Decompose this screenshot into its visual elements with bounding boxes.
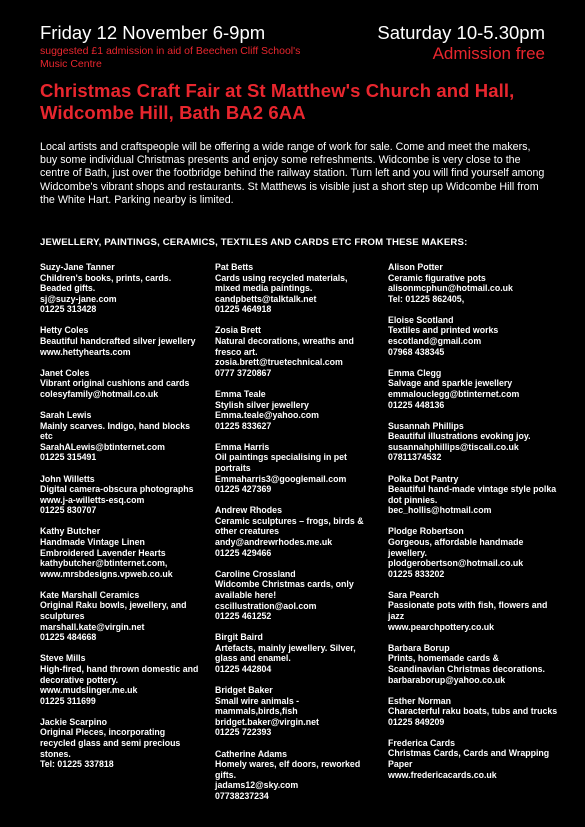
makers-column-1 xyxy=(40,262,200,780)
maker-detail: plodgerobertson@hotmail.co.uk xyxy=(388,558,524,569)
maker-detail: Prints, homemade cards & Scandinavian Christmas decorations. xyxy=(388,653,545,674)
maker-detail: 01225 722393 xyxy=(215,727,272,738)
maker-entry xyxy=(215,685,375,738)
maker-detail: marshall.kate@virgin.net xyxy=(40,621,145,632)
maker-detail: candpbetts@talktalk.net xyxy=(215,293,317,304)
maker-detail: 01225 315491 xyxy=(40,452,97,463)
maker-name: Steve Mills xyxy=(40,653,86,664)
maker-name: Emma Teale xyxy=(215,388,266,399)
maker-detail: Small wire animals - mammals,birds,fish xyxy=(215,695,300,717)
maker-detail: 01225 442804 xyxy=(215,664,272,674)
maker-entry xyxy=(388,643,558,685)
maker-entry xyxy=(215,632,375,674)
maker-detail: Tel: 01225 862405, xyxy=(388,293,465,304)
maker-name: Plodge Robertson xyxy=(388,526,464,537)
makers-heading: JEWELLERY, PAINTINGS, CERAMICS, TEXTILES AND CARDS ETC FROM THESE MAKERS: xyxy=(40,237,468,248)
maker-name: Jackie Scarpino xyxy=(40,716,107,727)
maker-entry xyxy=(388,738,558,780)
maker-detail: Beautiful handcrafted silver jewellery xyxy=(40,336,196,347)
maker-name: Bridget Baker xyxy=(215,685,273,696)
maker-detail: www.mrsbdesigns.vpweb.co.uk xyxy=(40,568,173,579)
maker-detail: 01225 830707 xyxy=(40,505,97,516)
maker-detail: Original Pieces, incorporating recycled glass and semi precious stones. xyxy=(40,727,181,759)
maker-name: Catherine Adams xyxy=(215,748,288,759)
maker-detail: 01225 833627 xyxy=(215,420,272,431)
maker-detail: 01225 429466 xyxy=(215,547,272,558)
maker-detail: zosia.brett@truetechnical.com xyxy=(215,357,343,368)
maker-detail: www.pearchpottery.co.uk xyxy=(388,621,495,632)
maker-detail: www.mudslinger.me.uk xyxy=(40,685,138,696)
maker-detail: alisonmcphun@hotmail.co.uk xyxy=(388,283,513,294)
maker-entry xyxy=(215,569,375,622)
maker-detail: 07811374532 xyxy=(388,452,442,463)
maker-detail: 01225 461252 xyxy=(215,611,272,622)
maker-name: John Willetts xyxy=(40,473,95,484)
maker-name: Alison Potter xyxy=(388,262,443,272)
maker-detail: Artefacts, mainly jewellery. Silver, glass and enamel. xyxy=(215,642,356,664)
maker-detail: www.fredericacards.co.uk xyxy=(388,769,497,780)
maker-detail: Original Raku bowls, jewellery, and sculptures xyxy=(40,600,187,622)
maker-entry xyxy=(388,262,558,304)
maker-detail: barbaraborup@yahoo.co.uk xyxy=(388,674,506,685)
maker-detail: 01225 313428 xyxy=(40,304,97,315)
maker-detail: 01225 448136 xyxy=(388,399,445,410)
makers-column-3 xyxy=(388,262,558,791)
maker-detail: Emma.teale@yahoo.com xyxy=(215,410,319,421)
maker-detail: Widcombe Christmas cards, only available here! xyxy=(215,579,354,600)
maker-detail: Textiles and printed works xyxy=(388,325,499,336)
intro-paragraph: Local artists and craftspeople will be offering a wide range of work for sale. Come and meet the makers, buy some individual Christmas presents and enjoy some refreshments. Widcombe is very close to the centre of Bath, just over the footbridge behind the railway station. Turn left and you will find yourself among Widcombe's vibrant shops and restaurants. St Matthews is visible just a short step up Widcombe Hill from the White Hart. Parking nearby is limited. xyxy=(40,141,545,206)
maker-detail: cscillustration@aol.com xyxy=(215,600,317,611)
maker-name: Sarah Lewis xyxy=(40,410,92,421)
maker-detail: Characterful raku boats, tubs and trucks xyxy=(388,706,558,717)
maker-entry xyxy=(215,505,375,558)
maker-name: Suzy-Jane Tanner xyxy=(40,262,115,272)
maker-entry xyxy=(40,368,200,400)
maker-name: Frederica Cards xyxy=(388,737,455,748)
maker-detail: susannahphillips@tiscali.co.uk xyxy=(388,441,519,452)
maker-entry xyxy=(215,389,375,431)
maker-detail: 01225 484668 xyxy=(40,632,97,643)
maker-entry xyxy=(40,717,200,770)
maker-detail: 07738237234 xyxy=(215,790,269,801)
maker-detail: Homely wares, elf doors, reworked gifts. xyxy=(215,759,361,780)
maker-entry xyxy=(215,262,375,315)
saturday-note: Admission free xyxy=(432,44,545,63)
maker-detail: SarahALewis@btinternet.com xyxy=(40,441,165,452)
maker-detail: Ceramic figurative pots xyxy=(388,272,486,283)
maker-name: Barbara Borup xyxy=(388,642,450,653)
maker-detail: 07968 438345 xyxy=(388,346,445,357)
maker-entry xyxy=(388,474,558,516)
maker-detail: jadams12@sky.com xyxy=(215,780,299,791)
maker-detail: Embroidered Lavender Hearts xyxy=(40,547,166,558)
friday-note: suggested £1 admission in aid of Beechen Cliff School's Music Centre xyxy=(40,45,301,70)
maker-name: Pat Betts xyxy=(215,262,254,272)
maker-entry xyxy=(388,590,558,632)
saturday-block xyxy=(377,22,545,64)
maker-detail: 01225 427369 xyxy=(215,484,272,495)
maker-detail: Children's books, prints, cards. Beaded gifts. xyxy=(40,272,172,294)
maker-detail: Stylish silver jewellery xyxy=(215,399,309,410)
maker-name: Polka Dot Pantry xyxy=(388,473,459,484)
maker-detail: Cards using recycled materials, mixed media paintings. xyxy=(215,272,348,294)
maker-name: Sara Pearch xyxy=(388,589,439,600)
maker-name: Eloise Scotland xyxy=(388,314,454,325)
maker-detail: Beautiful hand-made vintage style polka dot pinnies. xyxy=(388,484,557,505)
maker-detail: 01225 311699 xyxy=(40,695,96,706)
maker-detail: Emmaharris3@googlemail.com xyxy=(215,473,347,484)
maker-detail: sj@suzy-jane.com xyxy=(40,293,117,304)
maker-detail: andy@andrewrhodes.me.uk xyxy=(215,537,333,548)
maker-entry xyxy=(388,526,558,579)
maker-detail: colesyfamily@hotmail.co.uk xyxy=(40,388,159,399)
maker-name: Kathy Butcher xyxy=(40,526,101,537)
maker-entry xyxy=(388,368,558,410)
maker-entry xyxy=(40,526,200,579)
maker-detail: Beautiful illustrations evoking joy. xyxy=(388,431,531,442)
maker-name: Caroline Crossland xyxy=(215,568,296,579)
maker-entry xyxy=(40,410,200,463)
maker-detail: Handmade Vintage Linen xyxy=(40,536,145,547)
maker-detail: escotland@gmail.com xyxy=(388,336,482,347)
maker-detail: Mainly scarves. Indigo, hand blocks etc xyxy=(40,420,191,442)
maker-entry xyxy=(215,442,375,495)
maker-detail: Christmas Cards, Cards and Wrapping Paper xyxy=(388,748,550,770)
maker-entry xyxy=(40,325,200,357)
maker-name: Birgit Baird xyxy=(215,632,263,643)
maker-entry xyxy=(388,315,558,357)
maker-detail: Digital camera-obscura photographs xyxy=(40,484,194,495)
maker-detail: 01225 833202 xyxy=(388,568,445,579)
maker-name: Emma Clegg xyxy=(388,367,442,378)
maker-detail: 0777 3720867 xyxy=(215,367,272,378)
friday-block xyxy=(40,22,320,71)
maker-detail: www.j-a-willetts-esq.com xyxy=(40,494,145,505)
header xyxy=(40,22,545,72)
maker-detail: bridget.baker@virgin.net xyxy=(215,716,319,727)
maker-name: Kate Marshall Ceramics xyxy=(40,589,140,600)
maker-entry xyxy=(388,421,558,463)
maker-detail: Salvage and sparkle jewellery xyxy=(388,378,513,389)
maker-entry xyxy=(388,696,558,728)
saturday-date: Saturday 10-5.30pm xyxy=(377,22,545,43)
maker-name: Andrew Rhodes xyxy=(215,505,282,516)
makers-column-2 xyxy=(215,262,375,812)
maker-entry xyxy=(40,474,200,516)
maker-detail: Natural decorations, wreaths and fresco art. xyxy=(215,336,354,357)
maker-entry xyxy=(40,653,200,706)
maker-name: Esther Norman xyxy=(388,695,452,706)
maker-detail: 01225 849209 xyxy=(388,716,445,727)
maker-detail: High-fired, hand thrown domestic and decorative pottery. xyxy=(40,663,199,685)
maker-detail: Ceramic sculptures – frogs, birds & other creatures xyxy=(215,515,364,537)
page-title: Christmas Craft Fair at St Matthew's Church and Hall, Widcombe Hill, Bath BA2 6AA xyxy=(40,80,515,123)
maker-detail: Oil paintings specialising in pet portraits xyxy=(215,452,347,473)
maker-name: Janet Coles xyxy=(40,367,90,378)
maker-name: Susannah Phillips xyxy=(388,420,464,431)
maker-detail: Passionate pots with fish, flowers and jazz xyxy=(388,600,548,622)
maker-name: Emma Harris xyxy=(215,441,270,452)
maker-detail: Vibrant original cushions and cards xyxy=(40,378,190,389)
maker-entry xyxy=(40,262,200,315)
maker-detail: emmalouclegg@btinternet.com xyxy=(388,388,520,399)
maker-entry xyxy=(40,590,200,643)
maker-detail: bec_hollis@hotmail.com xyxy=(388,505,492,516)
maker-name: Hetty Coles xyxy=(40,325,89,336)
maker-detail: Tel: 01225 337818 xyxy=(40,759,114,770)
maker-entry xyxy=(215,325,375,378)
friday-date: Friday 12 November 6-9pm xyxy=(40,22,266,43)
maker-name: Zosia Brett xyxy=(215,325,261,336)
maker-detail: www.hettyhearts.com xyxy=(40,346,131,357)
maker-entry xyxy=(215,749,375,802)
maker-detail: 01225 464918 xyxy=(215,304,272,315)
maker-detail: kathybutcher@btinternet.com, xyxy=(40,558,168,569)
maker-detail: Gorgeous, affordable handmade jewellery. xyxy=(388,536,524,558)
